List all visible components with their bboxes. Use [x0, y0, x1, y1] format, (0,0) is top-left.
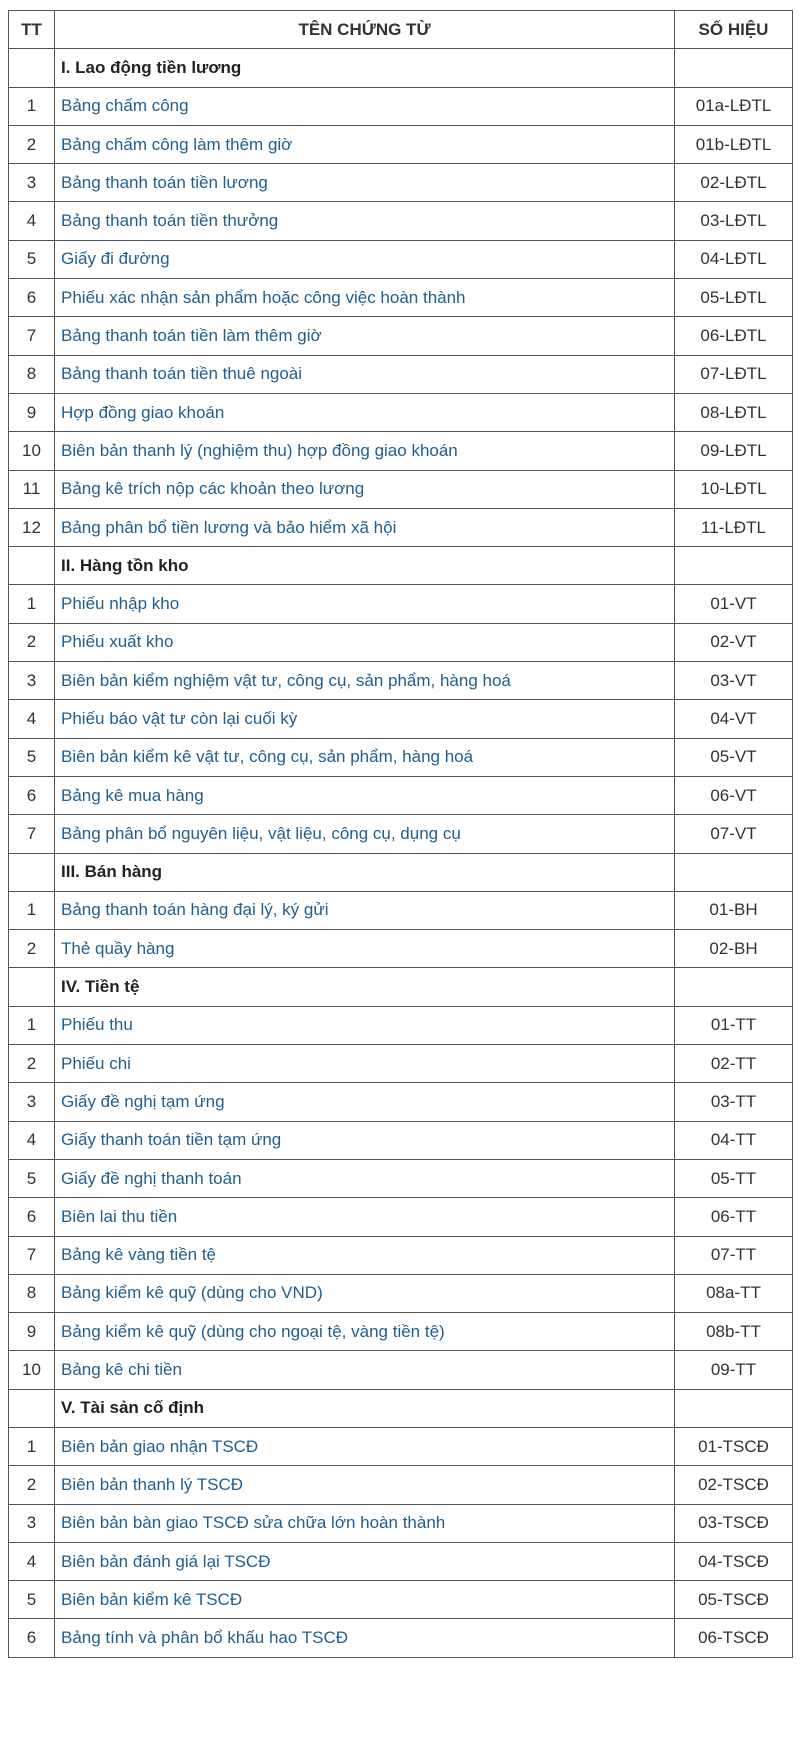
row-number: 9	[9, 393, 55, 431]
table-row	[9, 930, 793, 968]
row-number: 3	[9, 662, 55, 700]
row-number: 4	[9, 1542, 55, 1580]
section-code	[675, 1389, 793, 1427]
row-number: 11	[9, 470, 55, 508]
row-number: 2	[9, 930, 55, 968]
document-link[interactable]: Biên lai thu tiền	[61, 1206, 178, 1226]
table-row	[9, 1504, 793, 1542]
document-link[interactable]: Giấy đề nghị thanh toán	[61, 1168, 242, 1188]
table-row	[9, 279, 793, 317]
document-link[interactable]: Biên bản kiểm kê TSCĐ	[61, 1589, 243, 1609]
document-name-cell	[55, 623, 675, 661]
table-row	[9, 1274, 793, 1312]
section-code	[675, 853, 793, 891]
row-number: 5	[9, 240, 55, 278]
document-link[interactable]: Biên bản thanh lý (nghiệm thu) hợp đồng giao khoán	[61, 440, 458, 460]
document-code: 03-LĐTL	[675, 202, 793, 240]
table-row	[9, 164, 793, 202]
row-number: 4	[9, 202, 55, 240]
table-row	[9, 700, 793, 738]
row-number: 1	[9, 891, 55, 929]
table-row	[9, 891, 793, 929]
row-number: 2	[9, 1045, 55, 1083]
section-tt	[9, 49, 55, 87]
row-number: 6	[9, 1198, 55, 1236]
document-link[interactable]: Bảng thanh toán tiền lương	[61, 172, 268, 192]
document-code: 04-TT	[675, 1121, 793, 1159]
document-link[interactable]: Giấy đi đường	[61, 249, 170, 269]
document-link[interactable]: Bảng kê trích nộp các khoản theo lương	[61, 479, 365, 499]
document-link[interactable]: Bảng thanh toán tiền làm thêm giờ	[61, 326, 322, 346]
document-code: 07-TT	[675, 1236, 793, 1274]
document-code: 05-TT	[675, 1159, 793, 1197]
document-name-cell	[55, 164, 675, 202]
document-code: 05-LĐTL	[675, 279, 793, 317]
document-link[interactable]: Biên bản giao nhận TSCĐ	[61, 1436, 259, 1456]
document-link[interactable]: Bảng thanh toán tiền thuê ngoài	[61, 364, 303, 384]
document-link[interactable]: Bảng phân bổ nguyên liệu, vật liệu, công cụ, dụng cụ	[61, 823, 461, 843]
document-name-cell	[55, 1466, 675, 1504]
table-row	[9, 1351, 793, 1389]
row-number: 10	[9, 1351, 55, 1389]
row-number: 6	[9, 776, 55, 814]
row-number: 10	[9, 432, 55, 470]
document-name-cell	[55, 585, 675, 623]
document-name-cell	[55, 891, 675, 929]
document-link[interactable]: Bảng kê vàng tiền tệ	[61, 1245, 217, 1265]
document-code: 01-BH	[675, 891, 793, 929]
section-code	[675, 49, 793, 87]
document-code: 05-TSCĐ	[675, 1581, 793, 1619]
document-code: 06-TSCĐ	[675, 1619, 793, 1657]
document-link[interactable]: Phiếu báo vật tư còn lại cuối kỳ	[61, 708, 298, 728]
document-name-cell	[55, 355, 675, 393]
document-link[interactable]: Bảng kiểm kê quỹ (dùng cho VND)	[61, 1283, 323, 1303]
document-link[interactable]: Bảng tính và phân bổ khấu hao TSCĐ	[61, 1628, 348, 1648]
document-link[interactable]: Bảng kê chi tiền	[61, 1360, 182, 1380]
document-code: 11-LĐTL	[675, 508, 793, 546]
table-row	[9, 1121, 793, 1159]
row-number: 1	[9, 1006, 55, 1044]
document-code: 07-LĐTL	[675, 355, 793, 393]
table-row	[9, 508, 793, 546]
section-header-row	[9, 547, 793, 585]
document-name-cell	[55, 240, 675, 278]
table-row	[9, 1542, 793, 1580]
document-name-cell	[55, 1313, 675, 1351]
document-name-cell	[55, 1083, 675, 1121]
document-code: 01-TT	[675, 1006, 793, 1044]
document-link[interactable]: Bảng chấm công	[61, 96, 189, 116]
row-number: 1	[9, 585, 55, 623]
document-link[interactable]: Bảng kiểm kê quỹ (dùng cho ngoại tệ, vàng tiền tệ)	[61, 1321, 445, 1341]
table-row	[9, 662, 793, 700]
table-row	[9, 470, 793, 508]
table-row	[9, 585, 793, 623]
document-name-cell	[55, 87, 675, 125]
document-code: 08b-TT	[675, 1313, 793, 1351]
table-row	[9, 317, 793, 355]
document-link[interactable]: Bảng kê mua hàng	[61, 785, 204, 805]
document-code: 03-TT	[675, 1083, 793, 1121]
section-title: IV. Tiền tệ	[55, 968, 675, 1006]
row-number: 6	[9, 1619, 55, 1657]
document-code: 08a-TT	[675, 1274, 793, 1312]
document-name-cell	[55, 508, 675, 546]
row-number: 2	[9, 125, 55, 163]
table-row	[9, 1236, 793, 1274]
table-row	[9, 1159, 793, 1197]
row-number: 5	[9, 1159, 55, 1197]
document-name-cell	[55, 432, 675, 470]
document-code: 06-LĐTL	[675, 317, 793, 355]
document-code: 03-VT	[675, 662, 793, 700]
table-row	[9, 1006, 793, 1044]
document-name-cell	[55, 1198, 675, 1236]
row-number: 4	[9, 1121, 55, 1159]
document-name-cell	[55, 738, 675, 776]
document-code: 04-VT	[675, 700, 793, 738]
header-tt: TT	[9, 11, 55, 49]
table-row	[9, 1198, 793, 1236]
table-row	[9, 1045, 793, 1083]
document-link[interactable]: Phiếu xuất kho	[61, 632, 174, 652]
document-name-cell	[55, 1159, 675, 1197]
row-number: 6	[9, 279, 55, 317]
header-name: TÊN CHỨNG TỪ	[55, 11, 675, 49]
table-row	[9, 815, 793, 853]
document-name-cell	[55, 1542, 675, 1580]
row-number: 1	[9, 1427, 55, 1465]
row-number: 8	[9, 355, 55, 393]
document-name-cell	[55, 202, 675, 240]
section-tt	[9, 853, 55, 891]
row-number: 8	[9, 1274, 55, 1312]
section-header-row	[9, 853, 793, 891]
document-name-cell	[55, 1274, 675, 1312]
document-name-cell	[55, 662, 675, 700]
section-title: III. Bán hàng	[55, 853, 675, 891]
document-name-cell	[55, 279, 675, 317]
document-name-cell	[55, 1121, 675, 1159]
document-name-cell	[55, 317, 675, 355]
section-code	[675, 968, 793, 1006]
row-number: 7	[9, 1236, 55, 1274]
document-code: 02-TSCĐ	[675, 1466, 793, 1504]
document-link[interactable]: Biên bản thanh lý TSCĐ	[61, 1474, 244, 1494]
row-number: 9	[9, 1313, 55, 1351]
document-name-cell	[55, 1427, 675, 1465]
table-header-row	[9, 11, 793, 49]
document-code: 01a-LĐTL	[675, 87, 793, 125]
row-number: 3	[9, 1504, 55, 1542]
table-row	[9, 776, 793, 814]
document-name-cell	[55, 815, 675, 853]
document-name-cell	[55, 1619, 675, 1657]
document-link[interactable]: Phiếu chi	[61, 1053, 131, 1073]
document-link[interactable]: Biên bản đánh giá lại TSCĐ	[61, 1551, 271, 1571]
table-row	[9, 240, 793, 278]
document-link[interactable]: Biên bản kiểm nghiệm vật tư, công cụ, sản phẩm, hàng hoá	[61, 670, 511, 690]
row-number: 7	[9, 317, 55, 355]
document-link[interactable]: Bảng chấm công làm thêm giờ	[61, 134, 293, 154]
table-row	[9, 1466, 793, 1504]
document-code: 07-VT	[675, 815, 793, 853]
section-tt	[9, 1389, 55, 1427]
table-body	[9, 49, 793, 1657]
document-code: 09-TT	[675, 1351, 793, 1389]
document-code: 01-TSCĐ	[675, 1427, 793, 1465]
row-number: 3	[9, 164, 55, 202]
document-code: 02-TT	[675, 1045, 793, 1083]
document-link[interactable]: Bảng thanh toán hàng đại lý, ký gửi	[61, 900, 329, 920]
document-code: 05-VT	[675, 738, 793, 776]
section-header-row	[9, 1389, 793, 1427]
row-number: 5	[9, 1581, 55, 1619]
document-table	[8, 10, 793, 1658]
header-code: SỐ HIỆU	[675, 11, 793, 49]
section-code	[675, 547, 793, 585]
table-row	[9, 1619, 793, 1657]
document-link[interactable]: Biên bản kiểm kê vật tư, công cụ, sản phẩm, hàng hoá	[61, 747, 474, 767]
row-number: 1	[9, 87, 55, 125]
document-code: 04-LĐTL	[675, 240, 793, 278]
table-row	[9, 355, 793, 393]
table-row	[9, 623, 793, 661]
document-name-cell	[55, 125, 675, 163]
table-row	[9, 125, 793, 163]
document-name-cell	[55, 470, 675, 508]
row-number: 12	[9, 508, 55, 546]
document-name-cell	[55, 1504, 675, 1542]
table-row	[9, 738, 793, 776]
document-code: 03-TSCĐ	[675, 1504, 793, 1542]
document-code: 04-TSCĐ	[675, 1542, 793, 1580]
table-row	[9, 1581, 793, 1619]
row-number: 7	[9, 815, 55, 853]
document-link[interactable]: Bảng thanh toán tiền thưởng	[61, 211, 279, 231]
document-code: 08-LĐTL	[675, 393, 793, 431]
document-link[interactable]: Giấy thanh toán tiền tạm ứng	[61, 1130, 282, 1150]
document-name-cell	[55, 776, 675, 814]
document-link[interactable]: Bảng phân bổ tiền lương và bảo hiểm xã hội	[61, 517, 397, 537]
section-tt	[9, 547, 55, 585]
document-code: 06-TT	[675, 1198, 793, 1236]
section-title: I. Lao động tiền lương	[55, 49, 675, 87]
section-title: II. Hàng tồn kho	[55, 547, 675, 585]
section-header-row	[9, 49, 793, 87]
document-name-cell	[55, 700, 675, 738]
document-name-cell	[55, 1236, 675, 1274]
document-name-cell	[55, 930, 675, 968]
document-link[interactable]: Thẻ quầy hàng	[61, 938, 175, 958]
document-link[interactable]: Phiếu nhập kho	[61, 594, 180, 614]
document-name-cell	[55, 1581, 675, 1619]
document-link[interactable]: Giấy đề nghị tạm ứng	[61, 1091, 225, 1111]
document-link[interactable]: Phiếu xác nhận sản phẩm hoặc công việc hoàn thành	[61, 287, 466, 307]
document-link[interactable]: Biên bản bàn giao TSCĐ sửa chữa lớn hoàn thành	[61, 1513, 446, 1533]
document-link[interactable]: Phiếu thu	[61, 1015, 133, 1035]
table-row	[9, 393, 793, 431]
row-number: 4	[9, 700, 55, 738]
document-name-cell	[55, 1351, 675, 1389]
table-row	[9, 202, 793, 240]
document-name-cell	[55, 1045, 675, 1083]
table-row	[9, 87, 793, 125]
section-header-row	[9, 968, 793, 1006]
document-code: 02-VT	[675, 623, 793, 661]
table-row	[9, 1427, 793, 1465]
section-tt	[9, 968, 55, 1006]
row-number: 3	[9, 1083, 55, 1121]
document-code: 01b-LĐTL	[675, 125, 793, 163]
table-row	[9, 432, 793, 470]
document-code: 02-LĐTL	[675, 164, 793, 202]
document-code: 02-BH	[675, 930, 793, 968]
document-code: 10-LĐTL	[675, 470, 793, 508]
table-row	[9, 1083, 793, 1121]
row-number: 5	[9, 738, 55, 776]
document-code: 09-LĐTL	[675, 432, 793, 470]
row-number: 2	[9, 623, 55, 661]
document-name-cell	[55, 1006, 675, 1044]
document-code: 01-VT	[675, 585, 793, 623]
document-link[interactable]: Hợp đồng giao khoán	[61, 402, 225, 422]
document-name-cell	[55, 393, 675, 431]
row-number: 2	[9, 1466, 55, 1504]
section-title: V. Tài sản cố định	[55, 1389, 675, 1427]
table-row	[9, 1313, 793, 1351]
document-code: 06-VT	[675, 776, 793, 814]
